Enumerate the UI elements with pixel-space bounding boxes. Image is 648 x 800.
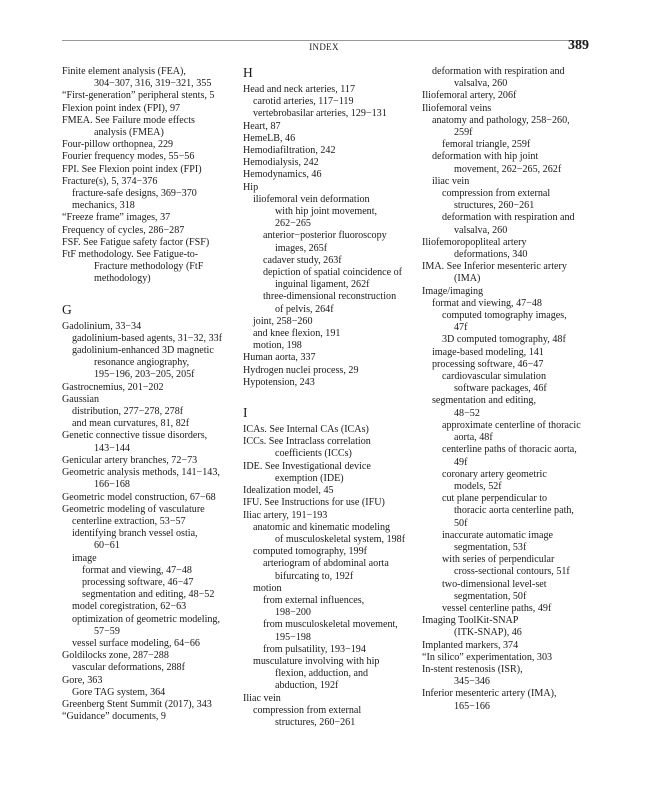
index-entry-line: centerline extraction, 53−57 — [72, 515, 186, 527]
index-entry — [62, 711, 234, 723]
index-entry-line: 143−144 — [94, 442, 130, 454]
index-entry — [243, 656, 415, 693]
index-entry-line: of pelvis, 264f — [275, 303, 334, 315]
index-entry — [62, 601, 234, 613]
index-column-3 — [422, 66, 590, 713]
index-entry — [422, 188, 590, 212]
index-entry-line: structures, 260−261 — [275, 716, 356, 728]
index-entry — [62, 492, 234, 504]
index-entry — [422, 347, 590, 359]
index-entry — [62, 139, 234, 151]
index-entry-line: format and viewing, 47−48 — [82, 564, 192, 576]
index-entry — [243, 182, 415, 194]
index-entry — [62, 176, 234, 188]
index-entry-line: compression from external — [253, 704, 362, 716]
index-entry — [243, 255, 415, 267]
index-entry — [422, 469, 590, 493]
index-entry — [243, 365, 415, 377]
index-entry-line: coefficients (ICCs) — [275, 448, 352, 460]
index-entry — [62, 577, 234, 589]
index-entry-line: 345−346 — [454, 676, 490, 688]
index-entry — [243, 485, 415, 497]
index-entry — [422, 261, 590, 285]
index-entry-line: Greenberg Stent Summit (2017), 343 — [62, 698, 212, 710]
index-entry-line: Gore TAG system, 364 — [72, 686, 166, 698]
index-entry — [243, 157, 415, 169]
index-entry-line: vascular deformations, 288f — [72, 662, 185, 674]
index-entry-line: IDE. See Investigational device — [243, 460, 371, 472]
index-entry-line: ICAs. See Internal CAs (ICAs) — [243, 424, 369, 436]
index-entry — [62, 565, 234, 577]
index-entry-line: with hip joint movement, — [275, 206, 378, 218]
index-entry-line: segmentation and editing, — [432, 395, 536, 407]
index-entry-line: 57−59 — [94, 625, 120, 637]
index-entry — [62, 382, 234, 394]
index-entry — [422, 493, 590, 530]
section-letter: G — [62, 301, 72, 317]
index-entry-line: 195−198 — [275, 631, 311, 643]
index-entry — [62, 504, 234, 516]
index-entry — [62, 675, 234, 687]
index-entry-line: 48−52 — [454, 407, 480, 419]
index-entry-line: centerline paths of thoracic aorta, — [442, 444, 577, 456]
index-entry — [422, 420, 590, 444]
index-entry — [62, 687, 234, 699]
index-entry-line: cardiovascular simulation — [442, 371, 546, 383]
index-entry-line: Idealization model, 45 — [243, 485, 334, 497]
index-entry-line: gadolinium-based agents, 31−32, 33f — [72, 332, 223, 344]
index-entry-line: computed tomography, 199f — [253, 546, 367, 558]
index-entry — [243, 558, 415, 582]
index-entry-line: and mean curvatures, 81, 82f — [72, 418, 190, 430]
index-entry-line: valsalva, 260 — [454, 224, 508, 236]
index-entry — [243, 133, 415, 145]
index-entry — [62, 406, 234, 418]
index-entry — [62, 430, 234, 454]
index-entry-line: computed tomography images, — [442, 310, 567, 322]
index-entry-line: image-based modeling, 141 — [432, 346, 544, 358]
index-entry — [62, 394, 234, 406]
index-entry — [243, 705, 415, 729]
index-entry — [422, 115, 590, 139]
index-entry-line: carotid arteries, 117−119 — [253, 96, 354, 108]
index-entry — [243, 436, 415, 460]
index-entry-line: inguinal ligament, 262f — [275, 279, 370, 291]
index-entry — [243, 194, 415, 231]
index-entry-line: exemption (IDE) — [275, 472, 344, 484]
index-entry — [62, 249, 234, 286]
index-entry — [243, 121, 415, 133]
index-entry — [62, 455, 234, 467]
index-entry — [422, 371, 590, 395]
index-entry-line: Goldilocks zone, 287−288 — [62, 650, 169, 662]
index-entry — [243, 461, 415, 485]
index-entry-line: anatomic and kinematic modeling — [253, 521, 391, 533]
index-entry-line: IFU. See Instructions for use (IFU) — [243, 497, 385, 509]
index-entry-line: Image/imaging — [422, 285, 484, 297]
index-entry-line: IMA. See Inferior mesenteric artery — [422, 261, 567, 273]
index-entry-line: methodology) — [94, 273, 151, 285]
index-entry — [243, 340, 415, 352]
index-entry-line: Hemodynamics, 46 — [243, 169, 322, 181]
index-entry — [62, 333, 234, 345]
index-entry — [422, 286, 590, 298]
index-entry-line: Geometric model construction, 67−68 — [62, 491, 216, 503]
index-entry — [422, 334, 590, 346]
index-entry-line: Hemodialysis, 242 — [243, 157, 319, 169]
index-entry-line: format and viewing, 47−48 — [432, 297, 542, 309]
index-entry — [422, 395, 590, 419]
index-entry — [422, 640, 590, 652]
index-entry-line: Gore, 363 — [62, 674, 103, 686]
index-entry-line: of musculoskeletal system, 198f — [275, 533, 406, 545]
index-entry — [243, 230, 415, 254]
index-entry-line: processing software, 46−47 — [432, 358, 544, 370]
index-entry-line: “First-generation” peripheral stents, 5 — [62, 90, 215, 102]
index-entry — [62, 66, 234, 90]
index-entry-line: image — [72, 552, 97, 564]
index-entry-line: from pulsatility, 193−194 — [263, 643, 366, 655]
index-entry-line: structures, 260−261 — [454, 200, 535, 212]
index-entry-line: Inferior mesenteric artery (IMA), — [422, 688, 557, 700]
index-entry-line: Finite element analysis (FEA), — [62, 66, 186, 77]
index-entry — [422, 151, 590, 175]
index-entry-line: Genicular artery branches, 72−73 — [62, 454, 198, 466]
index-entry — [62, 528, 234, 552]
index-entry — [62, 115, 234, 139]
index-entry — [62, 225, 234, 237]
index-entry-line: cross-sectional contours, 51f — [454, 566, 570, 578]
index-entry-line: resonance angiography, — [94, 357, 190, 369]
index-entry-line: depiction of spatial coincidence of — [263, 267, 403, 279]
index-entry-line: arteriogram of abdominal aorta — [263, 558, 389, 570]
index-entry — [62, 614, 234, 638]
index-entry-line: Fracture(s), 5, 374−376 — [62, 175, 158, 187]
index-entry — [422, 310, 590, 334]
index-entry-line: Geometric modeling of vasculature — [62, 503, 205, 515]
index-entry — [422, 66, 590, 90]
index-entry — [422, 90, 590, 102]
index-entry — [243, 424, 415, 436]
index-entry-line: FSF. See Fatigue safety factor (FSF) — [62, 236, 210, 248]
index-entry — [422, 298, 590, 310]
index-entry-line: approximate centerline of thoracic — [442, 419, 581, 431]
index-entry-line: distribution, 277−278, 278f — [72, 406, 184, 418]
index-entry-line: segmentation and editing, 48−52 — [82, 589, 215, 601]
index-entry — [243, 583, 415, 595]
index-entry-line: iliofemoral vein deformation — [253, 193, 370, 205]
index-entry-line: inaccurate automatic image — [442, 529, 553, 541]
index-entry-line: deformation with respiration and — [442, 212, 575, 224]
index-column-1 — [62, 66, 234, 723]
index-entry — [62, 103, 234, 115]
index-entry — [422, 664, 590, 688]
index-entry-line: 304−307, 316, 319−321, 355 — [94, 78, 212, 90]
index-entry-line: analysis (FMEA) — [94, 127, 164, 139]
index-entry — [62, 90, 234, 102]
section-letter: I — [243, 405, 248, 421]
index-entry-line: 198−200 — [275, 607, 311, 619]
index-entry-line: software packages, 46f — [454, 383, 547, 395]
index-entry — [422, 554, 590, 578]
index-entry — [62, 237, 234, 249]
index-entry — [62, 200, 234, 212]
index-entry-line: flexion, adduction, and — [275, 668, 369, 680]
index-entry — [422, 652, 590, 664]
index-entry-line: ICCs. See Intraclass correlation — [243, 436, 371, 448]
index-entry — [243, 619, 415, 643]
index-entry-line: from external influences, — [263, 594, 365, 606]
index-entry-line: musculature involving with hip — [253, 655, 380, 667]
index-entry-line: FMEA. See Failure mode effects — [62, 114, 195, 126]
index-entry-line: 195−196, 203−205, 205f — [94, 369, 195, 381]
index-entry-line: thoracic aorta centerline path, — [454, 505, 574, 517]
index-entry-line: Flexion point index (FPI), 97 — [62, 102, 181, 114]
index-entry-line: segmentation, 50f — [454, 590, 527, 602]
index-entry-line: coronary artery geometric — [442, 468, 547, 480]
index-entry-line: processing software, 46−47 — [82, 576, 194, 588]
index-entry — [243, 291, 415, 315]
index-entry — [422, 579, 590, 603]
index-entry-line: HemeLB, 46 — [243, 132, 296, 144]
index-entry-line: FtF methodology. See Fatigue-to- — [62, 249, 199, 261]
index-entry — [62, 589, 234, 601]
index-entry — [422, 530, 590, 554]
index-entry — [62, 650, 234, 662]
index-entry-line: Heart, 87 — [243, 120, 281, 132]
index-entry — [243, 267, 415, 291]
index-entry — [62, 553, 234, 565]
index-entry-line: Fourier frequency modes, 55−56 — [62, 151, 195, 163]
index-entry — [62, 662, 234, 674]
index-entry — [243, 352, 415, 364]
index-entry-line: 49f — [454, 456, 468, 468]
index-entry — [243, 546, 415, 558]
index-entry-line: (ITK-SNAP), 46 — [454, 627, 522, 639]
index-entry-line: joint, 258−260 — [253, 315, 313, 327]
index-entry — [422, 615, 590, 639]
index-entry-line: Human aorta, 337 — [243, 352, 316, 364]
index-entry-line: Hypotension, 243 — [243, 376, 315, 388]
index-entry — [62, 151, 234, 163]
index-entry — [62, 467, 234, 491]
index-entry-line: bifurcating to, 192f — [275, 570, 354, 582]
index-entry-line: “Guidance” documents, 9 — [62, 711, 166, 723]
index-entry-line: Genetic connective tissue disorders, — [62, 430, 208, 442]
index-entry-line: Iliac vein — [243, 692, 281, 704]
index-entry-line: identifying branch vessel ostia, — [72, 528, 198, 540]
index-entry-line: aorta, 48f — [454, 432, 493, 444]
index-entry-line: two-dimensional level-set — [442, 578, 547, 590]
index-entry-line: vessel surface modeling, 64−66 — [72, 637, 200, 649]
index-entry-line: “In silico” experimentation, 303 — [422, 651, 553, 663]
index-entry-line: Implanted markers, 374 — [422, 639, 519, 651]
index-entry-line: motion, 198 — [253, 340, 302, 352]
index-entry — [62, 188, 234, 200]
index-entry-line: Geometric analysis methods, 141−143, — [62, 467, 220, 479]
index-entry — [243, 693, 415, 705]
index-entry-line: Gastrocnemius, 201−202 — [62, 381, 164, 393]
index-entry-line: Four-pillow orthopnea, 229 — [62, 139, 174, 151]
index-column-2 — [243, 66, 415, 729]
index-entry — [422, 139, 590, 151]
index-entry-line: motion — [253, 582, 282, 594]
index-entry-line: valsalva, 260 — [454, 78, 508, 90]
index-entry — [243, 644, 415, 656]
index-entry-line: anterior−posterior fluoroscopy — [263, 230, 387, 242]
index-entry — [243, 328, 415, 340]
index-entry-line: movement, 262−265, 262f — [454, 163, 562, 175]
index-entry-line: gadolinium-enhanced 3D magnetic — [72, 345, 214, 357]
running-head: INDEX — [309, 42, 339, 52]
index-entry-line: Frequency of cycles, 286−287 — [62, 224, 185, 236]
index-entry — [243, 96, 415, 108]
index-entry-line: vertebrobasilar arteries, 129−131 — [253, 108, 387, 120]
index-entry — [422, 237, 590, 261]
index-entry-line: images, 265f — [275, 242, 328, 254]
index-entry — [62, 699, 234, 711]
index-entry-line: 60−61 — [94, 540, 120, 552]
index-entry — [422, 603, 590, 615]
index-entry-line: mechanics, 318 — [72, 200, 135, 212]
index-entry-line: 47f — [454, 322, 468, 334]
index-entry — [422, 103, 590, 115]
index-entry-line: deformation with hip joint — [432, 151, 539, 163]
index-entry — [243, 377, 415, 389]
index-entry-line: 166−168 — [94, 479, 130, 491]
index-entry-line: iliac vein — [432, 175, 470, 187]
index-entry-line: segmentation, 53f — [454, 541, 527, 553]
index-entry-line: cadaver study, 263f — [263, 254, 342, 266]
index-entry-line: “Freeze frame” images, 37 — [62, 212, 171, 224]
index-entry-line: Iliofemoropopliteal artery — [422, 236, 527, 248]
index-entry-line: deformation with respiration and — [432, 66, 565, 77]
index-entry-line: models, 52f — [454, 480, 502, 492]
index-entry — [243, 84, 415, 96]
header-rule — [62, 40, 587, 41]
index-entry — [422, 444, 590, 468]
page-number: 389 — [568, 38, 589, 53]
index-entry — [243, 145, 415, 157]
index-entry-line: femoral triangle, 259f — [442, 139, 531, 151]
index-entry-line: 3D computed tomography, 48f — [442, 334, 566, 346]
index-entry — [422, 359, 590, 371]
index-entry — [62, 321, 234, 333]
index-entry-line: vessel centerline paths, 49f — [442, 602, 552, 614]
index-entry-line: 259f — [454, 127, 473, 139]
index-entry — [62, 345, 234, 382]
index-entry-line: Hip — [243, 181, 259, 193]
index-entry-line: deformations, 340 — [454, 249, 528, 261]
index-entry-line: Hemodiafiltration, 242 — [243, 145, 336, 157]
index-entry-line: Hydrogen nuclei process, 29 — [243, 364, 359, 376]
index-entry-line: three-dimensional reconstruction — [263, 291, 397, 303]
index-entry — [62, 516, 234, 528]
index-entry-line: (IMA) — [454, 273, 481, 285]
index-entry-line: from musculoskeletal movement, — [263, 619, 398, 631]
index-entry-line: anatomy and pathology, 258−260, — [432, 114, 570, 126]
index-entry — [62, 418, 234, 430]
index-entry — [243, 595, 415, 619]
index-entry-line: Iliofemoral artery, 206f — [422, 90, 517, 102]
index-entry-line: Gaussian — [62, 393, 100, 405]
index-entry-line: Head and neck arteries, 117 — [243, 84, 356, 95]
index-entry-line: 50f — [454, 517, 468, 529]
index-entry-line: abduction, 192f — [275, 680, 339, 692]
index-entry — [243, 510, 415, 522]
index-entry — [62, 212, 234, 224]
index-entry-line: In-stent restenosis (ISR), — [422, 663, 523, 675]
index-entry-line: with series of perpendicular — [442, 554, 555, 566]
index-entry — [243, 169, 415, 181]
index-entry-line: Iliac artery, 191−193 — [243, 509, 328, 521]
section-letter: H — [243, 65, 253, 80]
index-entry — [422, 212, 590, 236]
index-entry — [243, 522, 415, 546]
index-entry-line: fracture-safe designs, 369−370 — [72, 188, 197, 200]
index-entry-line: Imaging ToolKit-SNAP — [422, 615, 519, 627]
index-entry-line: model coregistration, 62−63 — [72, 601, 187, 613]
index-entry-line: optimization of geometric modeling, — [72, 613, 221, 625]
index-entry-line: compression from external — [442, 188, 551, 200]
index-entry-line: Fracture methodology (FtF — [94, 261, 204, 273]
index-entry — [62, 638, 234, 650]
index-entry-line: 165−166 — [454, 700, 490, 712]
index-entry — [243, 316, 415, 328]
index-entry-line: cut plane perpendicular to — [442, 493, 548, 505]
index-entry-line: 262−265 — [275, 218, 311, 230]
index-entry — [243, 108, 415, 120]
index-entry-line: Gadolinium, 33−34 — [62, 320, 142, 332]
index-entry-line: Iliofemoral veins — [422, 102, 492, 114]
index-entry — [62, 164, 234, 176]
index-entry — [422, 688, 590, 712]
index-entry — [243, 497, 415, 509]
index-entry-line: and knee flexion, 191 — [253, 328, 341, 340]
index-entry — [422, 176, 590, 188]
index-entry-line: FPI. See Flexion point index (FPI) — [62, 163, 202, 175]
